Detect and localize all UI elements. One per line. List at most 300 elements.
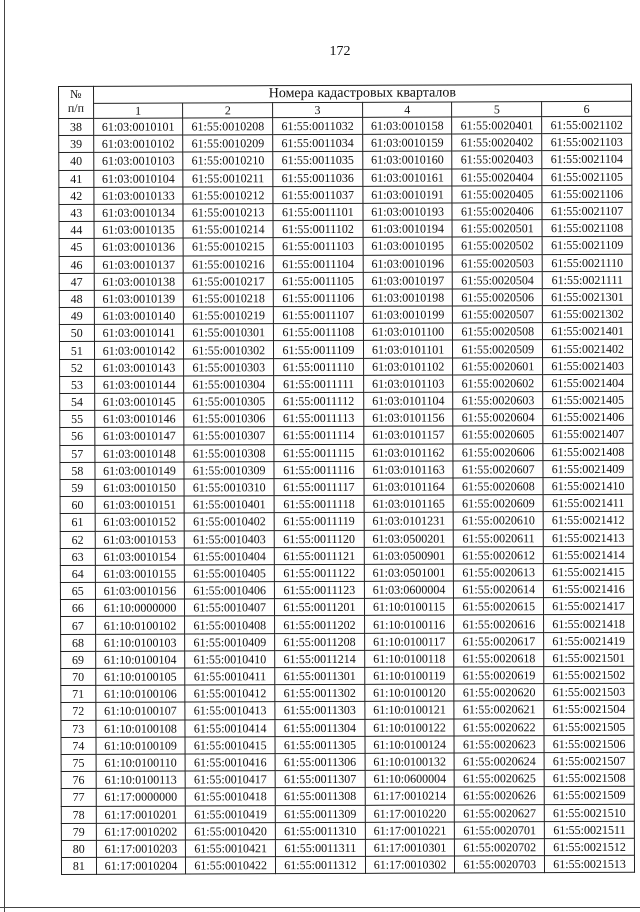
table-row	[60, 546, 633, 565]
cadastral-number-cell: 61:55:0011035	[273, 152, 363, 170]
cadastral-number-cell: 61:03:0101231	[364, 512, 454, 530]
cadastral-number-cell: 61:55:0011306	[275, 753, 365, 771]
cadastral-number-cell: 61:55:0010420	[186, 822, 276, 840]
cadastral-number-cell: 61:55:0020619	[454, 667, 544, 685]
row-number-cell: 60	[60, 496, 95, 513]
row-number-cell: 45	[59, 239, 94, 256]
row-number-cell: 75	[61, 754, 96, 771]
cadastral-quarters-table	[58, 84, 635, 875]
cadastral-number-cell: 61:55:0020703	[455, 856, 545, 874]
cadastral-number-cell: 61:55:0021504	[544, 701, 634, 719]
cadastral-number-cell: 61:55:0021406	[543, 408, 633, 426]
cadastral-number-cell: 61:03:0010102	[93, 135, 183, 153]
cadastral-number-cell: 61:55:0021105	[542, 168, 632, 186]
cadastral-number-cell: 61:55:0010402	[185, 513, 275, 531]
cadastral-number-cell: 61:03:0101100	[363, 323, 453, 341]
row-number-cell: 55	[60, 411, 95, 428]
cadastral-number-cell: 61:17:0010202	[96, 823, 186, 841]
scan-border-bottom	[0, 907, 640, 908]
column-header-1: 1	[93, 103, 183, 118]
table-title: Номера кадастровых кварталов	[93, 84, 631, 103]
cadastral-number-cell: 61:55:0011208	[275, 633, 365, 651]
cadastral-number-cell: 61:17:0010221	[365, 822, 455, 840]
cadastral-number-cell: 61:55:0011214	[275, 650, 365, 668]
table-row	[61, 718, 634, 737]
cadastral-number-cell: 61:10:0100102	[95, 616, 185, 634]
cadastral-number-cell: 61:55:0010208	[183, 118, 273, 136]
cadastral-number-cell: 61:55:0020626	[455, 787, 545, 805]
cadastral-number-cell: 61:17:0010214	[365, 787, 455, 805]
row-number-cell: 58	[60, 462, 95, 479]
row-number-cell: 71	[61, 686, 96, 703]
row-number-cell: 50	[59, 325, 94, 342]
cadastral-number-cell: 61:17:0010301	[365, 839, 455, 857]
row-number-cell: 67	[61, 617, 96, 634]
row-number-cell: 48	[59, 290, 94, 307]
table-row	[59, 116, 632, 135]
table-row	[60, 494, 633, 513]
cadastral-number-cell: 61:55:0020615	[454, 598, 544, 616]
cadastral-number-cell: 61:55:0011312	[276, 856, 366, 874]
table-row	[59, 202, 632, 221]
cadastral-number-cell: 61:03:0600004	[364, 581, 454, 599]
cadastral-number-cell: 61:03:0010146	[94, 410, 184, 428]
cadastral-number-cell: 61:55:0021510	[544, 804, 634, 822]
row-number-cell: 41	[59, 170, 94, 187]
cadastral-number-cell: 61:55:0010306	[184, 410, 274, 428]
cadastral-number-cell: 61:10:0100119	[365, 667, 455, 685]
row-number-cell: 51	[59, 342, 94, 359]
table-row	[61, 769, 634, 788]
table-row	[61, 821, 634, 840]
cadastral-number-cell: 61:03:0101156	[364, 409, 454, 427]
cadastral-number-cell: 61:03:0010195	[363, 237, 453, 255]
cadastral-number-cell: 61:17:0010203	[96, 840, 186, 858]
cadastral-number-cell: 61:10:0100116	[364, 615, 454, 633]
table-row	[61, 735, 634, 754]
cadastral-number-cell: 61:03:0010160	[363, 151, 453, 169]
cadastral-number-cell: 61:10:0600004	[365, 770, 455, 788]
cadastral-number-cell: 61:55:0021505	[544, 718, 634, 736]
cadastral-number-cell: 61:55:0020604	[453, 409, 543, 427]
cadastral-number-cell: 61:03:0010193	[363, 203, 453, 221]
table-row	[59, 151, 632, 170]
cadastral-number-cell: 61:55:0020508	[453, 323, 543, 341]
cadastral-number-cell: 61:55:0010401	[184, 496, 274, 514]
cadastral-number-cell: 61:03:0101164	[364, 478, 454, 496]
table-row	[59, 219, 632, 238]
row-number-cell: 65	[60, 582, 95, 599]
cadastral-number-cell: 61:03:0010133	[94, 187, 184, 205]
row-number-cell: 81	[61, 857, 96, 874]
row-number-cell: 43	[59, 204, 94, 221]
cadastral-number-cell: 61:03:0010136	[94, 238, 184, 256]
cadastral-number-cell: 61:03:0010159	[362, 134, 452, 152]
row-number-cell: 64	[60, 565, 95, 582]
row-number-cell: 56	[60, 428, 95, 445]
cadastral-number-cell: 61:55:0021502	[544, 666, 634, 684]
cadastral-number-cell: 61:17:0010201	[96, 806, 186, 824]
cadastral-number-cell: 61:03:0010155	[95, 565, 185, 583]
cadastral-number-cell: 61:55:0020506	[453, 289, 543, 307]
cadastral-number-cell: 61:55:0010210	[183, 152, 273, 170]
cadastral-number-cell: 61:55:0021415	[544, 563, 634, 581]
cadastral-number-cell: 61:03:0010143	[94, 359, 184, 377]
cadastral-number-cell: 61:55:0020701	[455, 821, 545, 839]
cadastral-number-cell: 61:03:0010147	[94, 427, 184, 445]
cadastral-number-cell: 61:55:0010413	[185, 702, 275, 720]
table-row	[59, 271, 632, 290]
cadastral-number-cell: 61:55:0010209	[183, 135, 273, 153]
cadastral-number-cell: 61:55:0011311	[275, 839, 365, 857]
row-number-cell: 74	[61, 737, 96, 754]
cadastral-number-cell: 61:55:0011117	[274, 478, 364, 496]
cadastral-number-cell: 61:55:0011104	[273, 255, 363, 273]
table-row	[60, 374, 633, 393]
row-number-cell: 70	[61, 668, 96, 685]
cadastral-number-cell: 61:10:0100132	[365, 753, 455, 771]
cadastral-number-cell: 61:55:0011309	[275, 805, 365, 823]
row-number-cell: 46	[59, 256, 94, 273]
cadastral-number-cell: 61:03:0010198	[363, 289, 453, 307]
cadastral-number-cell: 61:10:0100104	[95, 651, 185, 669]
cadastral-number-cell: 61:03:0010104	[93, 170, 183, 188]
cadastral-number-cell: 61:55:0020406	[452, 203, 542, 221]
cadastral-number-cell: 61:55:0020611	[454, 529, 544, 547]
cadastral-number-cell: 61:55:0021302	[543, 305, 633, 323]
cadastral-number-cell: 61:55:0011108	[273, 324, 363, 342]
cadastral-number-cell: 61:03:0010134	[94, 204, 184, 222]
cadastral-number-cell: 61:55:0021103	[542, 133, 632, 151]
cadastral-number-cell: 61:03:0500901	[364, 547, 454, 565]
cadastral-number-cell: 61:10:0100108	[96, 720, 186, 738]
cadastral-number-cell: 61:55:0011114	[274, 427, 364, 445]
cadastral-number-cell: 61:55:0010218	[184, 290, 274, 308]
table-row	[61, 804, 634, 823]
row-number-cell: 40	[59, 153, 94, 170]
cadastral-number-cell: 61:55:0011115	[274, 444, 364, 462]
cadastral-number-cell: 61:55:0021403	[543, 357, 633, 375]
row-number-header	[59, 86, 94, 118]
cadastral-number-cell: 61:55:0020625	[455, 770, 545, 788]
cadastral-number-cell: 61:55:0011120	[274, 530, 364, 548]
table-row	[60, 357, 633, 376]
cadastral-number-cell: 61:55:0020607	[453, 460, 543, 478]
cadastral-number-cell: 61:55:0011202	[275, 616, 365, 634]
table-row	[61, 632, 634, 651]
cadastral-number-cell: 61:55:0021416	[544, 580, 634, 598]
cadastral-number-cell: 61:55:0021413	[543, 529, 633, 547]
cadastral-number-cell: 61:55:0021109	[542, 237, 632, 255]
cadastral-number-cell: 61:55:0021501	[544, 649, 634, 667]
cadastral-number-cell: 61:55:0010309	[184, 461, 274, 479]
cadastral-number-cell: 61:55:0011303	[275, 702, 365, 720]
cadastral-number-cell: 61:55:0011034	[273, 135, 363, 153]
cadastral-number-cell: 61:17:0010302	[365, 856, 455, 874]
row-number-cell: 66	[60, 600, 95, 617]
row-number-cell: 78	[61, 806, 96, 823]
cadastral-number-cell: 61:55:0021412	[543, 512, 633, 530]
table-row	[60, 408, 633, 427]
cadastral-number-cell: 61:03:0010191	[363, 186, 453, 204]
row-number-cell: 52	[60, 359, 95, 376]
table-row	[60, 460, 633, 479]
cadastral-number-cell: 61:03:0010154	[95, 548, 185, 566]
row-number-cell: 68	[61, 634, 96, 651]
cadastral-number-cell: 61:55:0021106	[542, 185, 632, 203]
cadastral-number-cell: 61:55:0011107	[273, 306, 363, 324]
cadastral-number-cell: 61:03:0500201	[364, 529, 454, 547]
cadastral-number-cell: 61:55:0010421	[186, 840, 276, 858]
cadastral-number-cell: 61:55:0011111	[274, 375, 364, 393]
cadastral-number-cell: 61:55:0020614	[454, 581, 544, 599]
cadastral-number-cell: 61:03:0010135	[94, 221, 184, 239]
cadastral-number-cell: 61:55:0020403	[452, 151, 542, 169]
row-number-cell: 80	[61, 840, 96, 857]
cadastral-number-cell: 61:10:0100106	[95, 685, 185, 703]
column-header-2: 2	[183, 103, 273, 118]
cadastral-number-cell: 61:55:0011118	[274, 495, 364, 513]
cadastral-number-cell: 61:55:0011037	[273, 186, 363, 204]
table-row	[61, 787, 634, 806]
cadastral-number-cell: 61:03:0010142	[94, 341, 184, 359]
cadastral-number-cell: 61:03:0501001	[364, 564, 454, 582]
row-number-cell: 38	[59, 118, 94, 135]
cadastral-number-cell: 61:55:0020405	[452, 185, 542, 203]
cadastral-number-cell: 61:55:0011106	[273, 289, 363, 307]
cadastral-number-cell: 61:55:0011301	[275, 667, 365, 685]
table-row	[60, 477, 633, 496]
table-row	[59, 340, 632, 359]
table-row	[59, 305, 632, 324]
table-row	[61, 649, 634, 668]
cadastral-number-cell: 61:55:0010403	[185, 530, 275, 548]
cadastral-number-cell: 61:55:0011302	[275, 685, 365, 703]
cadastral-number-cell: 61:55:0020504	[453, 271, 543, 289]
cadastral-number-cell: 61:55:0021509	[544, 787, 634, 805]
cadastral-number-cell: 61:55:0021417	[544, 598, 634, 616]
cadastral-number-cell: 61:55:0011109	[274, 341, 364, 359]
cadastral-number-cell: 61:10:0100118	[364, 650, 454, 668]
cadastral-number-cell: 61:55:0011122	[274, 564, 364, 582]
cadastral-number-cell: 61:55:0011305	[275, 736, 365, 754]
cadastral-number-cell: 61:03:0101101	[363, 340, 453, 358]
row-number-cell: 63	[60, 548, 95, 565]
row-number-cell: 39	[59, 136, 94, 153]
cadastral-number-cell: 61:55:0021110	[542, 254, 632, 272]
row-number-cell: 72	[61, 703, 96, 720]
cadastral-number-cell: 61:03:0101165	[364, 495, 454, 513]
cadastral-number-cell: 61:55:0010308	[184, 444, 274, 462]
cadastral-number-cell: 61:55:0011036	[273, 169, 363, 187]
cadastral-number-cell: 61:55:0020601	[453, 357, 543, 375]
column-header-4: 4	[362, 102, 452, 117]
cadastral-number-cell: 61:55:0020624	[455, 753, 545, 771]
cadastral-number-cell: 61:55:0011110	[274, 358, 364, 376]
cadastral-number-cell: 61:55:0011116	[274, 461, 364, 479]
cadastral-number-cell: 61:03:0101102	[363, 358, 453, 376]
cadastral-number-cell: 61:10:0100113	[96, 771, 186, 789]
cadastral-number-cell: 61:55:0020702	[455, 839, 545, 857]
cadastral-number-cell: 61:55:0010211	[183, 169, 273, 187]
cadastral-number-cell: 61:10:0100121	[365, 701, 455, 719]
cadastral-number-cell: 61:55:0020612	[454, 546, 544, 564]
cadastral-number-cell: 61:55:0020605	[453, 426, 543, 444]
cadastral-number-cell: 61:10:0100103	[95, 634, 185, 652]
cadastral-number-cell: 61:55:0011102	[273, 220, 363, 238]
cadastral-number-cell: 61:55:0021513	[545, 855, 635, 873]
cadastral-number-cell: 61:03:0010161	[363, 169, 453, 187]
cadastral-number-cell: 61:10:0000000	[95, 599, 185, 617]
cadastral-number-cell: 61:03:0010152	[95, 513, 185, 531]
cadastral-number-cell: 61:55:0021111	[542, 271, 632, 289]
cadastral-number-cell: 61:55:0010215	[183, 238, 273, 256]
cadastral-number-cell: 61:55:0021108	[542, 219, 632, 237]
cadastral-number-cell: 61:03:0010197	[363, 272, 453, 290]
column-header-5: 5	[452, 102, 542, 117]
cadastral-number-cell: 61:03:0010158	[362, 117, 452, 135]
cadastral-number-cell: 61:55:0011032	[273, 117, 363, 135]
cadastral-number-cell: 61:55:0010408	[185, 616, 275, 634]
table-row	[59, 237, 632, 256]
table-row	[61, 838, 634, 857]
cadastral-number-cell: 61:55:0010404	[185, 547, 275, 565]
table-row	[60, 443, 633, 462]
cadastral-number-cell: 61:55:0021401	[543, 323, 633, 341]
table-row	[60, 391, 633, 410]
cadastral-number-cell: 61:55:0021507	[544, 752, 634, 770]
cadastral-number-cell: 61:55:0021407	[543, 426, 633, 444]
cadastral-number-cell: 61:55:0011304	[275, 719, 365, 737]
cadastral-number-cell: 61:55:0010417	[185, 771, 275, 789]
cadastral-number-cell: 61:55:0020603	[453, 392, 543, 410]
cadastral-number-cell: 61:55:0020502	[453, 237, 543, 255]
cadastral-number-cell: 61:03:0101163	[364, 461, 454, 479]
cadastral-number-cell: 61:55:0010409	[185, 633, 275, 651]
row-number-cell: 59	[60, 479, 95, 496]
cadastral-number-cell: 61:03:0010150	[95, 479, 185, 497]
cadastral-number-cell: 61:55:0010216	[184, 255, 274, 273]
cadastral-number-cell: 61:55:0020616	[454, 615, 544, 633]
cadastral-number-cell: 61:55:0021104	[542, 151, 632, 169]
scan-border-left	[4, 0, 5, 912]
row-number-cell: 69	[61, 651, 96, 668]
page-number: 172	[329, 44, 351, 59]
cadastral-number-cell: 61:55:0021418	[544, 615, 634, 633]
cadastral-number-cell: 61:55:0010416	[185, 754, 275, 772]
cadastral-number-cell: 61:55:0020610	[454, 512, 544, 530]
cadastral-number-cell: 61:55:0011308	[275, 788, 365, 806]
cadastral-number-cell: 61:55:0011307	[275, 770, 365, 788]
cadastral-number-cell: 61:17:0010204	[96, 857, 186, 875]
cadastral-number-cell: 61:03:0010153	[95, 531, 185, 549]
table-row	[60, 529, 633, 548]
cadastral-number-cell: 61:55:0010304	[184, 375, 274, 393]
cadastral-number-cell: 61:55:0010302	[184, 341, 274, 359]
cadastral-number-cell: 61:55:0021512	[545, 838, 635, 856]
row-number-header-top: №	[70, 86, 82, 101]
cadastral-number-cell: 61:55:0010422	[186, 857, 276, 875]
cadastral-number-cell: 61:55:0011310	[275, 822, 365, 840]
cadastral-number-cell: 61:55:0020608	[453, 478, 543, 496]
row-number-cell: 57	[60, 445, 95, 462]
cadastral-number-cell: 61:03:0010196	[363, 254, 453, 272]
table-row	[61, 683, 634, 702]
row-number-cell: 77	[61, 789, 96, 806]
cadastral-number-cell: 61:10:0100109	[96, 737, 186, 755]
table-row	[61, 855, 634, 874]
column-header-6: 6	[542, 101, 632, 116]
cadastral-number-cell: 61:55:0010415	[185, 736, 275, 754]
cadastral-number-cell: 61:55:0010214	[183, 221, 273, 239]
cadastral-number-cell: 61:55:0021301	[542, 288, 632, 306]
cadastral-number-cell: 61:55:0010305	[184, 393, 274, 411]
cadastral-number-cell: 61:55:0011123	[274, 581, 364, 599]
cadastral-number-cell: 61:17:0010220	[365, 804, 455, 822]
cadastral-number-cell: 61:55:0020617	[454, 632, 544, 650]
cadastral-number-cell: 61:55:0020620	[454, 684, 544, 702]
cadastral-number-cell: 61:55:0021405	[543, 391, 633, 409]
cadastral-number-cell: 61:10:0100115	[364, 598, 454, 616]
cadastral-number-cell: 61:03:0010148	[95, 445, 185, 463]
cadastral-number-cell: 61:55:0021410	[543, 477, 633, 495]
table-row	[61, 701, 634, 720]
cadastral-number-cell: 61:55:0021408	[543, 443, 633, 461]
cadastral-number-cell: 61:03:0010103	[93, 152, 183, 170]
cadastral-number-cell: 61:55:0010219	[184, 307, 274, 325]
cadastral-number-cell: 61:03:0010101	[93, 118, 183, 136]
cadastral-number-cell: 61:55:0010406	[185, 582, 275, 600]
cadastral-number-cell: 61:55:0021511	[544, 821, 634, 839]
table-row	[61, 615, 634, 634]
cadastral-number-cell: 61:55:0010217	[184, 272, 274, 290]
cadastral-number-cell: 61:55:0010301	[184, 324, 274, 342]
cadastral-number-cell: 61:55:0020613	[454, 564, 544, 582]
cadastral-number-cell: 61:55:0010307	[184, 427, 274, 445]
cadastral-number-cell: 61:55:0010213	[183, 204, 273, 222]
cadastral-number-cell: 61:03:0010151	[95, 496, 185, 514]
cadastral-number-cell: 61:55:0021414	[543, 546, 633, 564]
cadastral-number-cell: 61:03:0010139	[94, 290, 184, 308]
cadastral-number-cell: 61:55:0020621	[454, 701, 544, 719]
cadastral-number-cell: 61:55:0010412	[185, 685, 275, 703]
cadastral-number-cell: 61:55:0020622	[454, 718, 544, 736]
cadastral-number-cell: 61:03:0010156	[95, 582, 185, 600]
table-row	[60, 598, 633, 617]
cadastral-number-cell: 61:55:0020509	[453, 340, 543, 358]
cadastral-number-cell: 61:55:0011119	[274, 513, 364, 531]
row-number-cell: 49	[59, 307, 94, 324]
cadastral-number-cell: 61:55:0020401	[452, 117, 542, 135]
cadastral-number-cell: 61:55:0021508	[544, 769, 634, 787]
row-number-cell: 61	[60, 514, 95, 531]
cadastral-number-cell: 61:55:0020404	[452, 168, 542, 186]
cadastral-number-cell: 61:03:0010149	[95, 462, 185, 480]
cadastral-number-cell: 61:17:0000000	[96, 788, 186, 806]
cadastral-number-cell: 61:55:0021404	[543, 374, 633, 392]
cadastral-number-cell: 61:55:0010419	[186, 805, 276, 823]
cadastral-number-cell: 61:55:0021409	[543, 460, 633, 478]
cadastral-number-cell: 61:03:0010141	[94, 324, 184, 342]
table-row	[59, 168, 632, 187]
cadastral-number-cell: 61:10:0100107	[96, 702, 186, 720]
cadastral-number-cell: 61:55:0021419	[544, 632, 634, 650]
table-row	[59, 323, 632, 342]
cadastral-number-cell: 61:10:0100117	[364, 633, 454, 651]
table-row	[60, 512, 633, 531]
cadastral-number-cell: 61:55:0011121	[274, 547, 364, 565]
cadastral-number-cell: 61:55:0021107	[542, 202, 632, 220]
